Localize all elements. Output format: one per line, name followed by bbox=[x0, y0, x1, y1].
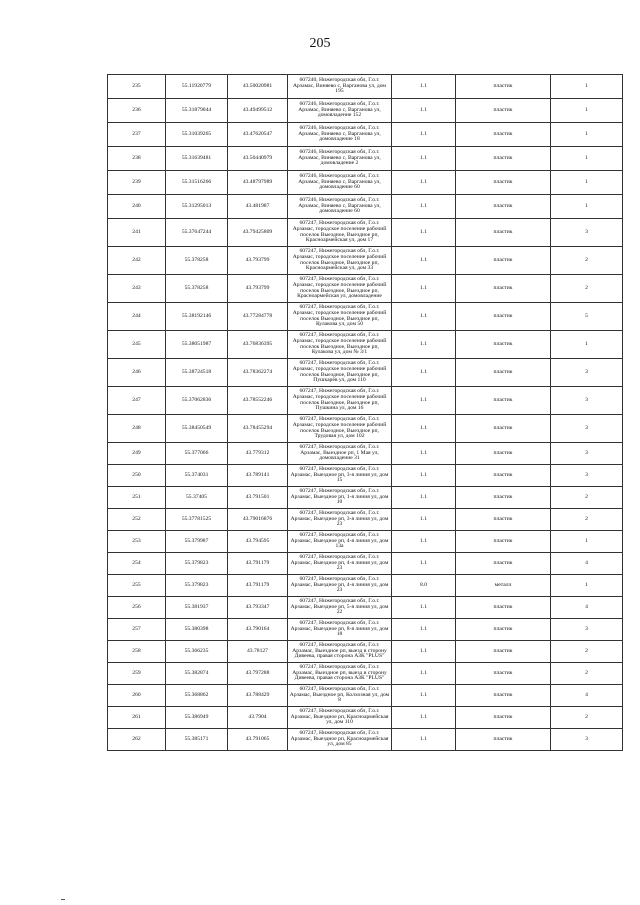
volume-cell: 1.1 bbox=[392, 275, 456, 303]
material-cell: пластик bbox=[456, 443, 551, 465]
quantity-cell: 1 bbox=[551, 75, 623, 99]
material-cell: пластик bbox=[456, 487, 551, 509]
row-number: 254 bbox=[108, 553, 166, 575]
latitude-cell: 55.386949 bbox=[166, 707, 228, 729]
table-row bbox=[108, 331, 623, 359]
row-number: 245 bbox=[108, 331, 166, 359]
address-cell: 607246, Нижегородская обл, Г.о.г. Арзамас, Виняево с, Варганова ул, домовладение 152 bbox=[288, 99, 392, 123]
quantity-cell: 3 bbox=[551, 619, 623, 641]
latitude-cell: 55.38192146 bbox=[166, 303, 228, 331]
latitude-cell: 55.381937 bbox=[166, 597, 228, 619]
longitude-cell: 43.78127 bbox=[228, 641, 288, 663]
volume-cell: 1.1 bbox=[392, 707, 456, 729]
latitude-cell: 55.31879044 bbox=[166, 99, 228, 123]
address-cell: 607247, Нижегородская обл, Г.о.г. Арзамас, Выездное рп, 8-я линия ул, дом 18 bbox=[288, 619, 392, 641]
latitude-cell: 55.38450549 bbox=[166, 415, 228, 443]
address-cell: 607247, Нижегородская обл, Г.о.г. Арзамас, Выездное рп, Красноармейская ул, дом 85 bbox=[288, 729, 392, 751]
quantity-cell: 4 bbox=[551, 597, 623, 619]
address-cell: 607247, Нижегородская обл, Г.о.г. Арзамас, Выездное рп, 4-я линия ул, дом 23 bbox=[288, 575, 392, 597]
latitude-cell: 55.378258 bbox=[166, 275, 228, 303]
volume-cell: 1.1 bbox=[392, 171, 456, 195]
address-cell: 607247, Нижегородская обл, Г.о.г. Арзамас, городское поселение рабочий поселок Выездное, Выездное рп, Пушкарёв ул, дом 110 bbox=[288, 359, 392, 387]
volume-cell: 1.1 bbox=[392, 303, 456, 331]
material-cell: пластик bbox=[456, 531, 551, 553]
quantity-cell: 1 bbox=[551, 575, 623, 597]
volume-cell: 1.1 bbox=[392, 729, 456, 751]
address-cell: 607247, Нижегородская обл, Г.о.г. Арзамас, городское поселение рабочий поселок Выездное, Выездное рп, Кулакова ул, дом № 3/1 bbox=[288, 331, 392, 359]
quantity-cell: 3 bbox=[551, 359, 623, 387]
volume-cell: 1.1 bbox=[392, 487, 456, 509]
material-cell: пластик bbox=[456, 275, 551, 303]
quantity-cell: 2 bbox=[551, 247, 623, 275]
longitude-cell: 43.791179 bbox=[228, 553, 288, 575]
material-cell: пластик bbox=[456, 331, 551, 359]
row-number: 260 bbox=[108, 685, 166, 707]
latitude-cell: 55.31039265 bbox=[166, 123, 228, 147]
latitude-cell: 55.374031 bbox=[166, 465, 228, 487]
material-cell: пластик bbox=[456, 219, 551, 247]
address-cell: 607247, Нижегородская обл, Г.о.г. Арзамас, городское поселение рабочий поселок Выездное, Выездное рп, Кулакова ул, дом 50 bbox=[288, 303, 392, 331]
longitude-cell: 43.47620547 bbox=[228, 123, 288, 147]
quantity-cell: 2 bbox=[551, 707, 623, 729]
quantity-cell: 4 bbox=[551, 553, 623, 575]
row-number: 252 bbox=[108, 509, 166, 531]
longitude-cell: 43.791065 bbox=[228, 729, 288, 751]
latitude-cell: 55.38051987 bbox=[166, 331, 228, 359]
longitude-cell: 43.790164 bbox=[228, 619, 288, 641]
table-row bbox=[108, 123, 623, 147]
row-number: 243 bbox=[108, 275, 166, 303]
address-cell: 607247, Нижегородская обл, Г.о.г. Арзамас, городское поселение рабочий поселок Выездное, Выездное рп, Пушкина ул, дом 16 bbox=[288, 387, 392, 415]
volume-cell: 1.1 bbox=[392, 359, 456, 387]
registry-table bbox=[107, 74, 623, 751]
address-cell: 607247, Нижегородская обл, Г.о.г. Арзамас, Выездное рп, 1 Мая ул, домовладение 31 bbox=[288, 443, 392, 465]
address-cell: 607247, Нижегородская обл, Г.о.г. Арзамас, Выездное рп, Колхозная ул, дом 8 bbox=[288, 685, 392, 707]
table-row bbox=[108, 619, 623, 641]
longitude-cell: 43.78552246 bbox=[228, 387, 288, 415]
row-number: 246 bbox=[108, 359, 166, 387]
quantity-cell: 2 bbox=[551, 641, 623, 663]
quantity-cell: 2 bbox=[551, 487, 623, 509]
table-row bbox=[108, 75, 623, 99]
volume-cell: 1.1 bbox=[392, 443, 456, 465]
table-row bbox=[108, 99, 623, 123]
material-cell: пластик bbox=[456, 123, 551, 147]
material-cell: пластик bbox=[456, 509, 551, 531]
longitude-cell: 43.78362274 bbox=[228, 359, 288, 387]
table-row bbox=[108, 171, 623, 195]
quantity-cell: 1 bbox=[551, 123, 623, 147]
material-cell: пластик bbox=[456, 663, 551, 685]
volume-cell: 1.1 bbox=[392, 75, 456, 99]
table-row bbox=[108, 487, 623, 509]
longitude-cell: 43.797288 bbox=[228, 663, 288, 685]
quantity-cell: 1 bbox=[551, 147, 623, 171]
material-cell: пластик bbox=[456, 171, 551, 195]
row-number: 261 bbox=[108, 707, 166, 729]
address-cell: 607247, Нижегородская обл, Г.о.г. Арзамас, Выездное рп, 3-я линия ул, дом 15 bbox=[288, 465, 392, 487]
volume-cell: 1.1 bbox=[392, 531, 456, 553]
quantity-cell: 3 bbox=[551, 729, 623, 751]
row-number: 248 bbox=[108, 415, 166, 443]
quantity-cell: 3 bbox=[551, 443, 623, 465]
table-row bbox=[108, 641, 623, 663]
material-cell: пластик bbox=[456, 99, 551, 123]
material-cell: пластик bbox=[456, 597, 551, 619]
material-cell: пластик bbox=[456, 685, 551, 707]
volume-cell: 8.0 bbox=[392, 575, 456, 597]
latitude-cell: 55.378258 bbox=[166, 247, 228, 275]
address-cell: 607246, Нижегородская обл, Г.о.г. Арзамас, Виняево с, Варганова ул, домовладение 60 bbox=[288, 171, 392, 195]
latitude-cell: 55.37647244 bbox=[166, 219, 228, 247]
quantity-cell: 2 bbox=[551, 275, 623, 303]
material-cell: пластик bbox=[456, 553, 551, 575]
row-number: 237 bbox=[108, 123, 166, 147]
address-cell: 607247, Нижегородская обл, Г.о.г. Арзамас, Выездное рп, Красноармейская ул, дом 110 bbox=[288, 707, 392, 729]
table-row bbox=[108, 729, 623, 751]
row-number: 250 bbox=[108, 465, 166, 487]
latitude-cell: 55.368862 bbox=[166, 685, 228, 707]
table-row bbox=[108, 553, 623, 575]
latitude-cell: 55.379823 bbox=[166, 553, 228, 575]
row-number: 253 bbox=[108, 531, 166, 553]
table-row bbox=[108, 247, 623, 275]
latitude-cell: 55.382874 bbox=[166, 663, 228, 685]
volume-cell: 1.1 bbox=[392, 147, 456, 171]
longitude-cell: 43.481987 bbox=[228, 195, 288, 219]
volume-cell: 1.1 bbox=[392, 509, 456, 531]
quantity-cell: 3 bbox=[551, 465, 623, 487]
table-row bbox=[108, 597, 623, 619]
volume-cell: 1.1 bbox=[392, 195, 456, 219]
material-cell: пластик bbox=[456, 303, 551, 331]
material-cell: пластик bbox=[456, 195, 551, 219]
address-cell: 607246, Нижегородская обл, Г.о.г. Арзамас, Виняево с, Варганова ул, домовладение 2 bbox=[288, 147, 392, 171]
longitude-cell: 43.7904 bbox=[228, 707, 288, 729]
table-row bbox=[108, 303, 623, 331]
row-number: 244 bbox=[108, 303, 166, 331]
row-number: 257 bbox=[108, 619, 166, 641]
material-cell: пластик bbox=[456, 465, 551, 487]
volume-cell: 1.1 bbox=[392, 465, 456, 487]
address-cell: 607247, Нижегородская обл, Г.о.г. Арзамас, городское поселение рабочий поселок Выездное, Выездное рп, Трудовая ул, дом 102 bbox=[288, 415, 392, 443]
quantity-cell: 1 bbox=[551, 531, 623, 553]
table-row bbox=[108, 663, 623, 685]
address-cell: 607247, Нижегородская обл, Г.о.г. Арзамас, Выездное рп, 3-я линия ул, дом 23 bbox=[288, 509, 392, 531]
latitude-cell: 55.366235 bbox=[166, 641, 228, 663]
table-row bbox=[108, 443, 623, 465]
material-cell: пластик bbox=[456, 415, 551, 443]
longitude-cell: 43.788429 bbox=[228, 685, 288, 707]
longitude-cell: 43.793799 bbox=[228, 275, 288, 303]
quantity-cell: 4 bbox=[551, 685, 623, 707]
quantity-cell: 1 bbox=[551, 171, 623, 195]
table-row bbox=[108, 387, 623, 415]
volume-cell: 1.1 bbox=[392, 597, 456, 619]
longitude-cell: 43.793799 bbox=[228, 247, 288, 275]
longitude-cell: 43.794595 bbox=[228, 531, 288, 553]
quantity-cell: 2 bbox=[551, 663, 623, 685]
table-body bbox=[108, 75, 623, 751]
row-number: 256 bbox=[108, 597, 166, 619]
latitude-cell: 55.31516266 bbox=[166, 171, 228, 195]
longitude-cell: 43.789141 bbox=[228, 465, 288, 487]
latitude-cell: 55.37062836 bbox=[166, 387, 228, 415]
table-row bbox=[108, 219, 623, 247]
row-number: 242 bbox=[108, 247, 166, 275]
row-number: 239 bbox=[108, 171, 166, 195]
longitude-cell: 43.779312 bbox=[228, 443, 288, 465]
quantity-cell: 3 bbox=[551, 219, 623, 247]
longitude-cell: 43.50440979 bbox=[228, 147, 288, 171]
longitude-cell: 43.49499512 bbox=[228, 99, 288, 123]
volume-cell: 1.1 bbox=[392, 685, 456, 707]
quantity-cell: 3 bbox=[551, 387, 623, 415]
address-cell: 607246, Нижегородская обл, Г.о.г. Арзамас, Виняево с, Варганова ул, домовладение 60 bbox=[288, 195, 392, 219]
quantity-cell: 5 bbox=[551, 303, 623, 331]
table-row bbox=[108, 531, 623, 553]
volume-cell: 1.1 bbox=[392, 619, 456, 641]
row-number: 235 bbox=[108, 75, 166, 99]
table-row bbox=[108, 275, 623, 303]
row-number: 249 bbox=[108, 443, 166, 465]
latitude-cell: 55.385171 bbox=[166, 729, 228, 751]
latitude-cell: 55.380398 bbox=[166, 619, 228, 641]
material-cell: металл bbox=[456, 575, 551, 597]
row-number: 259 bbox=[108, 663, 166, 685]
longitude-cell: 43.79425809 bbox=[228, 219, 288, 247]
quantity-cell: 3 bbox=[551, 415, 623, 443]
material-cell: пластик bbox=[456, 75, 551, 99]
row-number: 258 bbox=[108, 641, 166, 663]
volume-cell: 1.1 bbox=[392, 247, 456, 275]
address-cell: 607247, Нижегородская обл, Г.о.г. Арзамас, городское поселение рабочий поселок Выездное, Выездное рп, Красноармейская ул, дом 33 bbox=[288, 247, 392, 275]
address-cell: 607246, Нижегородская обл, Г.о.г. Арзамас, Виняево с, Варганова ул, домовладение 18 bbox=[288, 123, 392, 147]
row-number: 255 bbox=[108, 575, 166, 597]
material-cell: пластик bbox=[456, 707, 551, 729]
longitude-cell: 43.791501 bbox=[228, 487, 288, 509]
material-cell: пластик bbox=[456, 729, 551, 751]
table-row bbox=[108, 147, 623, 171]
table-row bbox=[108, 359, 623, 387]
address-cell: 607247, Нижегородская обл, Г.о.г. Арзамас, Выездное рп, 1-я линия ул, дом 10 bbox=[288, 487, 392, 509]
address-cell: 607247, Нижегородская обл, Г.о.г. Арзамас, городское поселение рабочий поселок Выездное, Выездное рп, Красноармейская ул, домовладение bbox=[288, 275, 392, 303]
row-number: 240 bbox=[108, 195, 166, 219]
latitude-cell: 55.379823 bbox=[166, 575, 228, 597]
latitude-cell: 55.3129501З bbox=[166, 195, 228, 219]
quantity-cell: 1 bbox=[551, 331, 623, 359]
row-number: 236 bbox=[108, 99, 166, 123]
address-cell: 607247, Нижегородская обл, Г.о.г. Арзамас, Выездное рп, выезд в сторону Дивеева, правая сторона АЗК "PLUS" bbox=[288, 641, 392, 663]
material-cell: пластик bbox=[456, 247, 551, 275]
latitude-cell: 55.377066 bbox=[166, 443, 228, 465]
scan-mark bbox=[61, 899, 65, 900]
longitude-cell: 43.791179 bbox=[228, 575, 288, 597]
volume-cell: 1.1 bbox=[392, 331, 456, 359]
latitude-cell: 55.31639481 bbox=[166, 147, 228, 171]
volume-cell: 1.1 bbox=[392, 387, 456, 415]
volume-cell: 1.1 bbox=[392, 99, 456, 123]
volume-cell: 1.1 bbox=[392, 219, 456, 247]
address-cell: 607247, Нижегородская обл, Г.о.г. Арзамас, Выездное рп, 5-я линия ул, дом 22 bbox=[288, 597, 392, 619]
row-number: 238 bbox=[108, 147, 166, 171]
table-row bbox=[108, 465, 623, 487]
latitude-cell: 55.379987 bbox=[166, 531, 228, 553]
latitude-cell: 55.37781525 bbox=[166, 509, 228, 531]
row-number: 241 bbox=[108, 219, 166, 247]
address-cell: 607247, Нижегородская обл, Г.о.г. Арзамас, Выездное рп, выезд в сторону Дивеева, правая сторона АЗК "PLUS" bbox=[288, 663, 392, 685]
material-cell: пластик bbox=[456, 619, 551, 641]
address-cell: 607247, Нижегородская обл, Г.о.г. Арзамас, Выездное рп, 4-я линия ул, дом 13а bbox=[288, 531, 392, 553]
quantity-cell: 1 bbox=[551, 99, 623, 123]
longitude-cell: 43.48797989 bbox=[228, 171, 288, 195]
longitude-cell: 43.793347 bbox=[228, 597, 288, 619]
table-row bbox=[108, 685, 623, 707]
address-cell: 607247, Нижегородская обл, Г.о.г. Арзамас, Выездное рп, 4-я линия ул, дом 23 bbox=[288, 553, 392, 575]
latitude-cell: 55.11920779 bbox=[166, 75, 228, 99]
volume-cell: 1.1 bbox=[392, 663, 456, 685]
latitude-cell: 55.37405 bbox=[166, 487, 228, 509]
row-number: 247 bbox=[108, 387, 166, 415]
material-cell: пластик bbox=[456, 387, 551, 415]
table-row bbox=[108, 509, 623, 531]
longitude-cell: 43.50020981 bbox=[228, 75, 288, 99]
quantity-cell: 2 bbox=[551, 509, 623, 531]
table-row bbox=[108, 575, 623, 597]
material-cell: пластик bbox=[456, 359, 551, 387]
longitude-cell: 43.77284778 bbox=[228, 303, 288, 331]
longitude-cell: 43.76836395 bbox=[228, 331, 288, 359]
longitude-cell: 43.79016876 bbox=[228, 509, 288, 531]
volume-cell: 1.1 bbox=[392, 553, 456, 575]
address-cell: 607247, Нижегородская обл, Г.о.г. Арзамас, городское поселение рабочий поселок Выездное, Выездное рп, Красноармейская ул, дом 17 bbox=[288, 219, 392, 247]
address-cell: 607240, Нижегородская обл, Г.о.г. Арзамас, Виняево с, Варганова ул, дом 195 bbox=[288, 75, 392, 99]
quantity-cell: 1 bbox=[551, 195, 623, 219]
latitude-cell: 55.38724518 bbox=[166, 359, 228, 387]
table-row bbox=[108, 415, 623, 443]
volume-cell: 1.1 bbox=[392, 415, 456, 443]
material-cell: пластик bbox=[456, 147, 551, 171]
table-row bbox=[108, 195, 623, 219]
material-cell: пластик bbox=[456, 641, 551, 663]
row-number: 251 bbox=[108, 487, 166, 509]
page-number: 205 bbox=[309, 36, 331, 51]
volume-cell: 1.1 bbox=[392, 123, 456, 147]
longitude-cell: 43.78455294 bbox=[228, 415, 288, 443]
row-number: 262 bbox=[108, 729, 166, 751]
volume-cell: 1.1 bbox=[392, 641, 456, 663]
table-row bbox=[108, 707, 623, 729]
